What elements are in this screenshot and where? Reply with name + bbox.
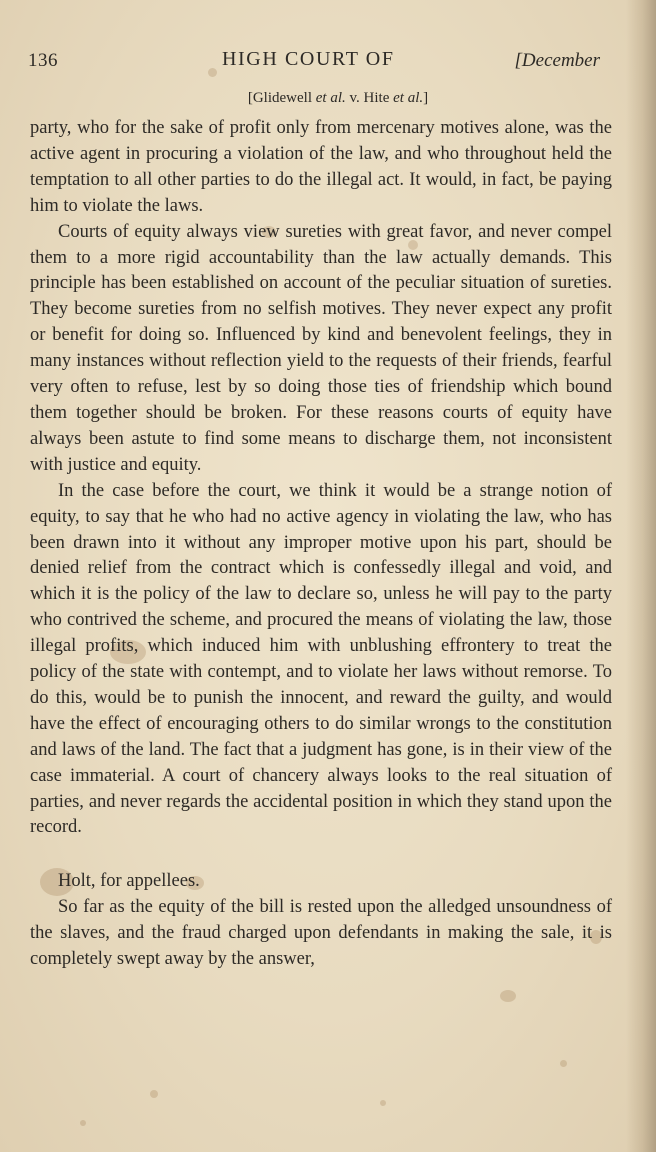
stain (380, 1100, 386, 1106)
case-caption (0, 90, 656, 107)
paragraph-continuation: party, who for the sake of profit only from mercenary motives alone, was the active agent in procuring a violation of the law, and who throughout held the temptation to all other parties to do the illegal act. It would, in fact, be paying him to violate the laws. (30, 118, 612, 216)
stain (560, 1060, 567, 1067)
paragraph-counsel: Holt, for appellees. (58, 871, 200, 892)
page-number: 136 (28, 50, 58, 71)
caption-etal-2: et al. (393, 90, 424, 106)
paragraph-case-before-court: In the case before the court, we think it would be a strange notion of equity, to say that he who had no active agency in violating the law, who has been drawn into it without any improper motive upon his part, should be denied relief from the contract which is confessedly illegal and void, and which it is the policy of the law to declare so, unless he will pay to the party who contrived the scheme, and procured the means of violating the law, those illegal profits, which induced him with unblushing effrontery to treat the policy of the state with contempt, and to violate her laws without remorse. To do this, would be to punish the innocent, and reward the guilty, and would have the effect of encouraging others to do similar wrongs to the constitution and laws of the land. The fact that a judgment has gone, is in their view of the case immaterial. A court of chancery always looks to the real situation of parties, and never regards the accidental position in which they stand upon the record. (30, 480, 612, 838)
stain (80, 1120, 86, 1126)
body-text (30, 116, 612, 973)
stain (500, 990, 516, 1002)
caption-v: v. (345, 90, 364, 106)
caption-name-2: Hite (363, 90, 394, 106)
caption-open: [Glidewell (247, 90, 316, 106)
running-date: [December (514, 50, 600, 71)
stain (150, 1090, 158, 1098)
caption-etal-1: et al. (315, 90, 346, 106)
paragraph-appellees-argument: So far as the equity of the bill is rested upon the alledged unsoundness of the slaves, and the fraud charged upon defendants in making the sale, it is completely swept away by the answer, (30, 897, 612, 970)
running-title: HIGH COURT OF (222, 48, 395, 70)
page-edge-shadow (626, 0, 656, 1152)
running-header (28, 50, 600, 80)
caption-close: ] (423, 90, 429, 106)
paragraph-gap (30, 841, 612, 869)
paragraph-sureties: Courts of equity always view sureties with great favor, and never compel them to a more rigid accountability than the law actually demands. This principle has been established on account of the peculiar situation of sureties. They become sureties from no selfish motives. They never expect any profit or benefit for doing so. Influenced by kind and benevolent feelings, they in many instances without reflection yield to the requests of their friends, fearful very often to refuse, lest by so doing those ties of friendship which bound them together should be broken. For these reasons courts of equity have always been astute to find some means to discharge them, not inconsistent with justice and equity. (30, 221, 612, 475)
